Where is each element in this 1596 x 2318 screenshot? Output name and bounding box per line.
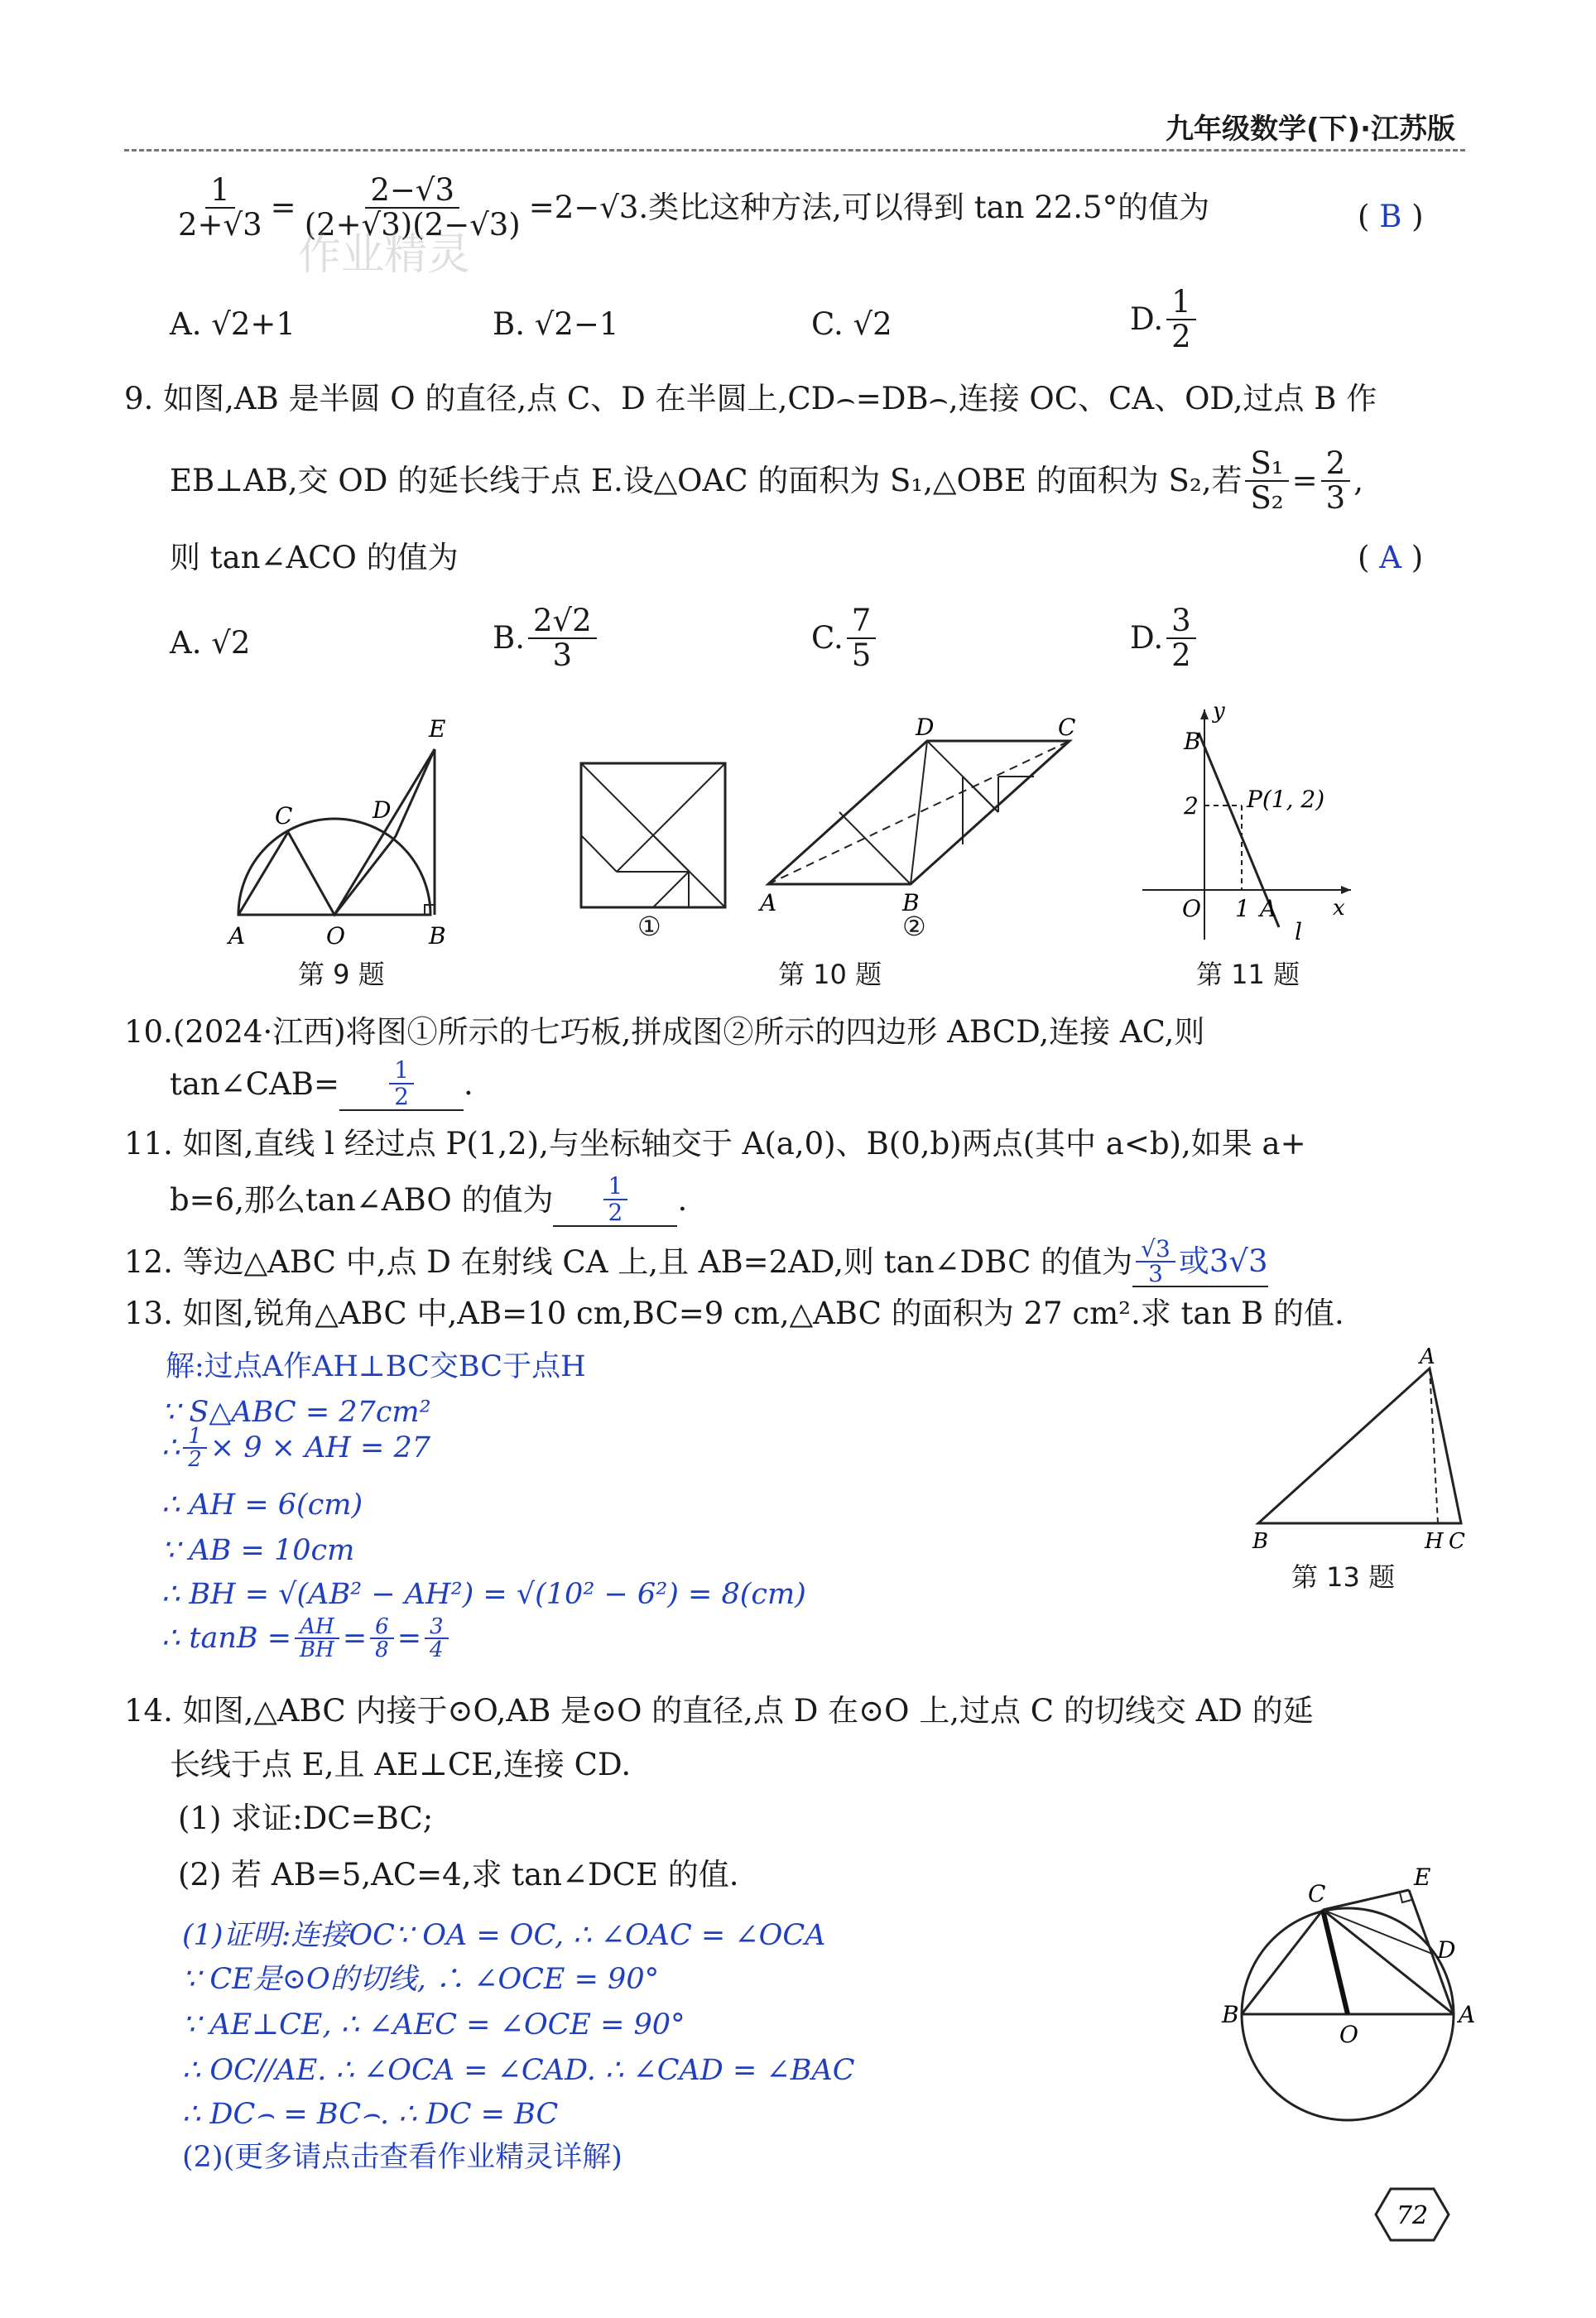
q14-line2: 长线于点 E,且 AE⊥CE,连接 CD. (170, 1747, 632, 1782)
q14-sol-2: ∵ AE⊥CE, ∴ ∠AEC = ∠OCE = 90° (182, 2008, 685, 2041)
fig10-label-c: C (1058, 714, 1076, 741)
q9-line2: EB⊥AB,交 OD 的延长线于点 E.设△OAC 的面积为 S₁,△OBE 的面积为 S₂,若 $\frac{\text{S₁}}{\text{S₂}}$ = $\frac{2}{3}$ , (170, 445, 1363, 516)
q13-sol-2-text: × 9 × AH = 27 (209, 1431, 431, 1464)
q12-answer (1132, 1235, 1268, 1287)
page-number: 72 (1396, 2201, 1429, 2230)
page-header: 九年级数学(下)·江苏版 (1166, 113, 1455, 146)
fig13-label-a: A (1420, 1344, 1435, 1369)
fig11-label-x: x (1333, 896, 1345, 921)
q13-tan-f1 (295, 1616, 339, 1661)
q8-frac1-den: 2+√3 (178, 207, 262, 243)
q8-answer-box: ( B ) (1358, 199, 1424, 234)
q9-option-d (1130, 604, 1199, 672)
fig10-label-a: A (760, 889, 777, 916)
fig9-line-oe (334, 749, 435, 915)
fig10-label-b: B (902, 889, 920, 916)
q13-sol-3: ∴ AH = 6(cm) (161, 1488, 363, 1522)
q13-sol-4: ∵ AB = 10cm (161, 1534, 355, 1567)
q9-optb-frac (528, 604, 597, 672)
q13-line: 13. 如图,锐角△ABC 中,AB=10 cm,BC=9 cm,△ABC 的面积为 27 cm².求 tan B 的值. (124, 1296, 1344, 1331)
figure-10-tangram (579, 762, 728, 911)
fig11-label-a: A (1260, 895, 1277, 922)
q14-part1: (1) 求证:DC=BC; (178, 1801, 434, 1836)
q8-option-a: A. √2+1 (170, 306, 296, 342)
fig9-label-d: D (373, 796, 392, 824)
q9-line3: 则 tan∠ACO 的值为 (170, 540, 459, 575)
q8-option-d (1130, 286, 1199, 353)
q13-half-den: 2 (188, 1447, 202, 1472)
fig11-label-l: l (1295, 918, 1302, 945)
q8-optd-num: 1 (1166, 286, 1196, 320)
fig14-label-c: C (1308, 1880, 1326, 1907)
q11-blank (553, 1174, 677, 1227)
q10-ans-num: 1 (389, 1058, 414, 1084)
q9-answer: A (1379, 540, 1401, 575)
q12-line (124, 1235, 1268, 1287)
fig14-label-d: D (1437, 1936, 1456, 1964)
fig11-label-b: B (1184, 728, 1201, 755)
fig9-caption: 第 9 题 (298, 959, 385, 990)
q8-answer: B (1379, 199, 1402, 234)
q9-ratio-val (1321, 447, 1351, 515)
q14-line1: 14. 如图,△ABC 内接于⊙O,AB 是⊙O 的直径,点 D 在⊙O 上,过点 C 的切线交 AD 的延 (124, 1693, 1314, 1729)
q13-half-num: 1 (183, 1426, 207, 1449)
fig13-label-b: B (1252, 1529, 1269, 1554)
q9-optb-label: B. (493, 620, 525, 656)
q12-ans-den: 3 (1148, 1260, 1163, 1287)
q8-frac2-den: (2+√3)(2−√3) (304, 207, 521, 243)
fig9-label-a: A (228, 922, 246, 950)
q10-answer (389, 1058, 414, 1109)
q11-line2-text: b=6,那么tan∠ABO 的值为 (170, 1182, 554, 1218)
q13-tan-f1-num: AH (295, 1616, 339, 1639)
q8-optd-den: 2 (1171, 319, 1191, 354)
q10-line2: tan∠CAB= $\frac{1}{2}$ . (170, 1056, 474, 1110)
figure-10-quad (753, 712, 1084, 919)
q9-optb-num: 2√2 (528, 604, 597, 639)
q13-tan-f2 (370, 1616, 394, 1661)
q13-half (183, 1426, 207, 1470)
q9-ratio (1245, 447, 1288, 515)
q8-option-c: C. √2 (811, 306, 892, 342)
q12-ans-frac (1136, 1235, 1175, 1287)
q8-option-b: B. √2−1 (493, 306, 619, 342)
q8-frac2-num: 2−√3 (365, 174, 459, 209)
q12-ans-num: √3 (1136, 1238, 1175, 1262)
q13-tan-f2-num: 6 (370, 1616, 394, 1639)
fig9-label-o: O (326, 922, 345, 950)
fig11-label-1: 1 (1235, 895, 1250, 922)
q11-ans-num: 1 (603, 1174, 628, 1200)
figure-14 (1222, 1864, 1490, 2132)
q13-tan-f1-den: BH (300, 1638, 334, 1662)
q9-line1: 9. 如图,AB 是半圆 O 的直径,点 C、D 在半圆上,CD⌢=DB⌢,连接 OC、CA、OD,过点 B 作 (124, 381, 1377, 416)
fig11-label-2: 2 (1184, 792, 1199, 820)
fig13-label-c: C (1449, 1529, 1465, 1554)
q10-line2-text: tan∠CAB= (170, 1066, 339, 1102)
page-number-badge (1374, 2186, 1450, 2243)
q9-optc-den: 5 (851, 637, 872, 673)
q9-optc-frac (847, 604, 877, 672)
q13-tan-f2-den: 8 (375, 1638, 389, 1662)
fig9-label-c: C (275, 802, 293, 830)
fig10-label-2: ② (902, 911, 926, 942)
q11-answer (603, 1174, 628, 1225)
fig9-lines (238, 749, 435, 915)
q13-sol-6-text: ∴ tanB = (161, 1622, 292, 1655)
q9-optd-den: 2 (1171, 637, 1191, 673)
fig13-caption: 第 13 题 (1291, 1561, 1396, 1593)
q13-sol-1: ∵ S△ABC = 27cm² (161, 1396, 431, 1429)
figure-11 (1134, 700, 1358, 948)
q8-option-d-frac (1166, 286, 1196, 353)
fig11-label-p: P(1, 2) (1247, 786, 1325, 813)
q12-text: 12. 等边△ABC 中,点 D 在射线 CA 上,且 AB=2AD,则 tan∠DBC 的值为 (124, 1244, 1133, 1280)
q9-optd-label: D. (1130, 620, 1164, 656)
q8-option-d-label: D. (1130, 301, 1164, 337)
fig14-label-e: E (1414, 1864, 1431, 1891)
q13-sol-2 (161, 1426, 430, 1470)
q13-sol-5: ∴ BH = √(AB² − AH²) = √(10² − 6²) = 8(cm) (161, 1578, 806, 1611)
q8-text: =2−√3.类比这种方法,可以得到 tan 22.5°的值为 (528, 190, 1210, 225)
q9-optd-frac (1166, 604, 1196, 672)
q11-line1: 11. 如图,直线 l 经过点 P(1,2),与坐标轴交于 A(a,0)、B(0,b)两点(其中 a<b),如果 a+ (124, 1126, 1306, 1161)
q13-tan-f3 (425, 1616, 449, 1661)
q8-frac1 (173, 174, 267, 242)
q13-tan-f3-den: 4 (430, 1638, 444, 1662)
q9-optd-num: 3 (1166, 604, 1196, 639)
q10-line1: 10.(2024·江西)将图①所示的七巧板,拼成图②所示的四边形 ABCD,连接 AC,则 (124, 1014, 1205, 1050)
q11-line2: b=6,那么tan∠ABO 的值为 $\frac{1}{2}$ . (170, 1172, 688, 1226)
q9-option-b (493, 604, 600, 672)
q13-sol-6: ∴ tanB = $\frac{AH}{BH}$ = $\frac{6}{8}$ = $\frac{3}{4}$ (161, 1616, 452, 1661)
figure-13 (1246, 1345, 1502, 1552)
fig10-caption: 第 10 题 (778, 959, 882, 990)
watermark: 作业精灵 (298, 230, 471, 280)
q9-optc-label: C. (811, 620, 844, 656)
q8-frac1-num: 1 (205, 174, 235, 209)
q9-option-c (811, 604, 879, 672)
q14-sol-1: ∵ CE是⊙O的切线, ∴ ∠OCE = 90° (182, 1963, 660, 1996)
header-divider (124, 149, 1465, 151)
fig9-label-b: B (429, 922, 446, 950)
q13-tan-f3-num: 3 (425, 1616, 449, 1639)
fig10-label-d: D (916, 714, 935, 741)
q9-answer-box: ( A ) (1358, 540, 1424, 575)
q9-optb-den: 3 (552, 637, 573, 673)
q10-ans-den: 2 (394, 1083, 409, 1110)
q12-ans-rest: 或3√3 (1178, 1243, 1268, 1279)
q8-line: $\frac{1}{2+√3}$ = $\frac{2-√3}{(2+√3)(2-√3)}$ =2−√3.类比这种方法,可以得到 tan 22.5°的值为 (170, 174, 1209, 242)
fig11-caption: 第 11 题 (1196, 959, 1300, 990)
fig14-label-o: O (1339, 2021, 1358, 2048)
q13-sol-2-prefix: ∴ (161, 1431, 180, 1464)
q14-sol-5: (2)(更多请点击查看作业精灵详解) (182, 2141, 623, 2174)
fig9-label-e: E (429, 715, 446, 743)
q9-optc-num: 7 (847, 604, 877, 639)
fig10-label-1: ① (637, 911, 661, 942)
q9-ratio-den: S₂ (1250, 480, 1284, 516)
q14-sol-4: ∴ DC⌢ = BC⌢. ∴ DC = BC (182, 2098, 559, 2131)
q11-ans-den: 2 (608, 1199, 623, 1226)
q9-ratio-num: S₁ (1245, 447, 1288, 482)
fig11-label-o: O (1182, 895, 1201, 922)
q14-part2: (2) 若 AB=5,AC=4,求 tan∠DCE 的值. (178, 1857, 739, 1892)
figure-9 (224, 712, 472, 960)
q9-line2-text: EB⊥AB,交 OD 的延长线于点 E.设△OAC 的面积为 S₁,△OBE 的面积为 S₂,若 (170, 463, 1243, 498)
fig11-label-y: y (1213, 699, 1225, 724)
q9-ratio-val-num: 2 (1321, 447, 1351, 482)
q9-ratio-val-den: 3 (1325, 480, 1346, 516)
fig14-label-a: A (1459, 2001, 1476, 2028)
q10-blank (339, 1058, 464, 1111)
fig13-label-h: H (1425, 1529, 1444, 1554)
q9-option-a: A. √2 (170, 625, 251, 661)
q13-sol-0: 解:过点A作AH⊥BC交BC于点H (166, 1350, 586, 1383)
q14-sol-0: (1)证明:连接OC∵ OA = OC, ∴ ∠OAC = ∠OCA (182, 1919, 826, 1952)
q14-sol-3: ∴ OC//AE. ∴ ∠OCA = ∠CAD. ∴ ∠CAD = ∠BAC (182, 2054, 855, 2087)
fig14-label-b: B (1222, 2001, 1239, 2028)
